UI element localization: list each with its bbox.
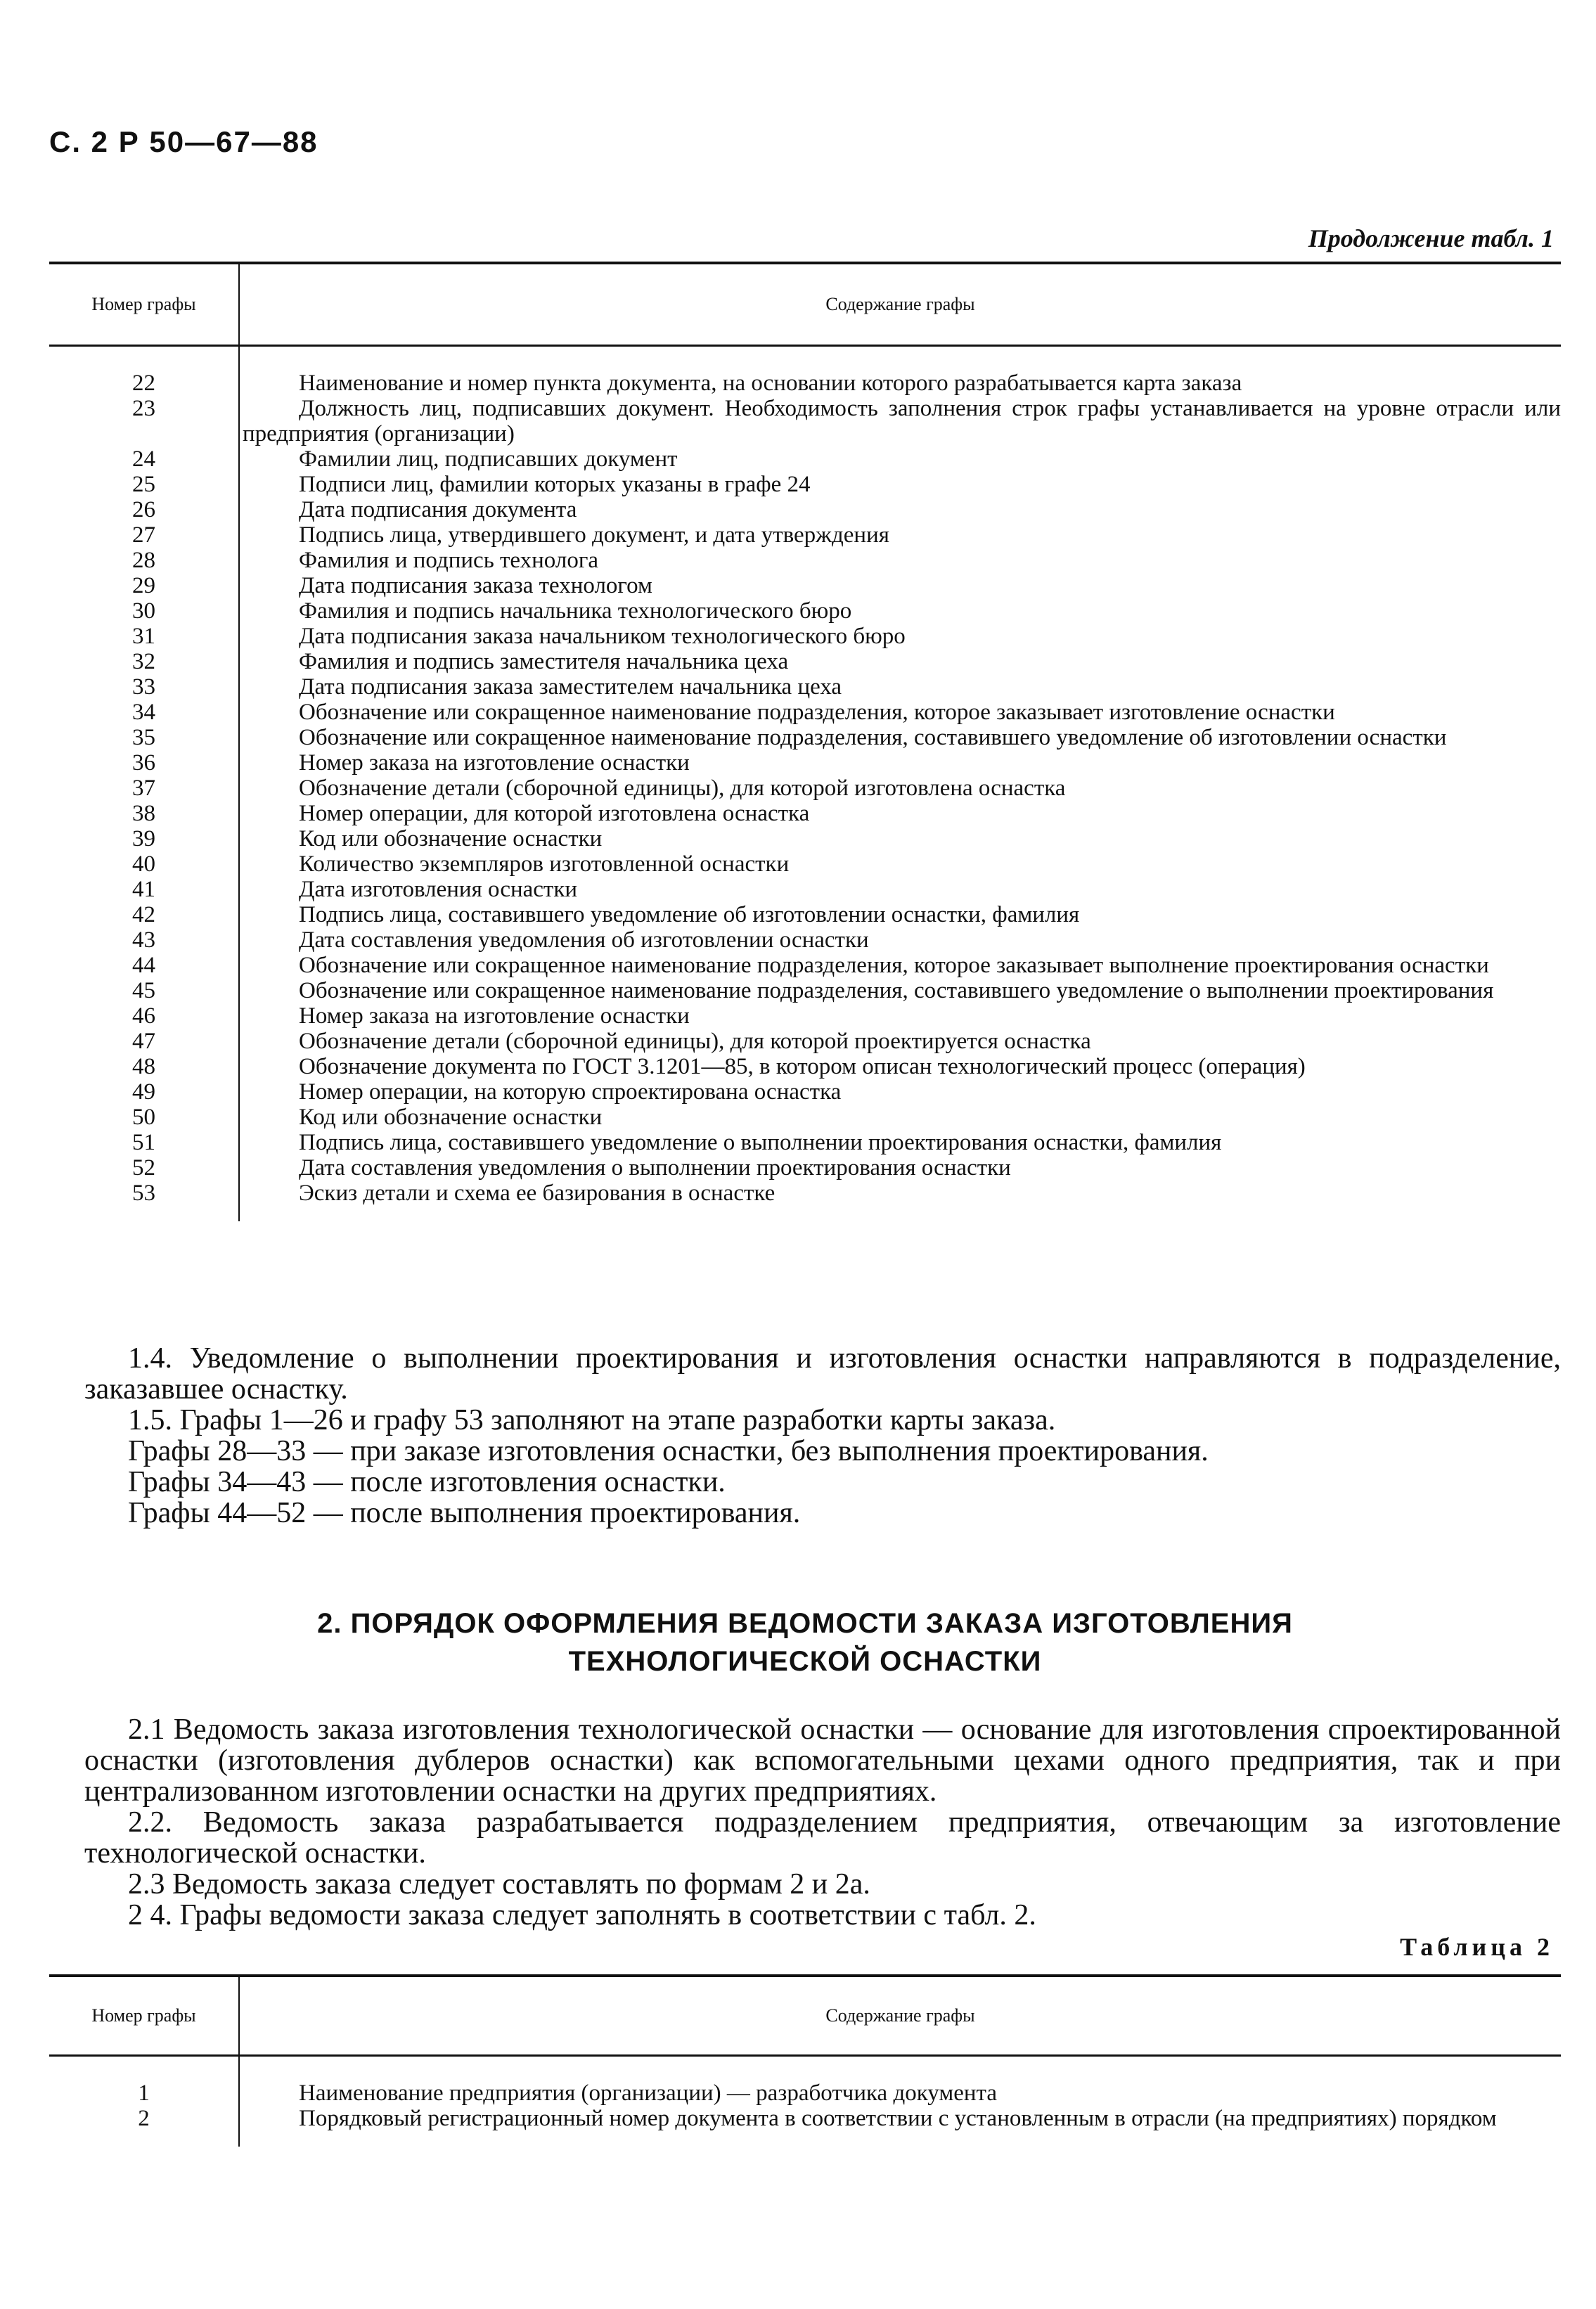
paragraph: 1.5. Графы 1—26 и графу 53 заполняют на этапе разработки карты заказа. <box>128 1404 1056 1436</box>
row-content-cell <box>239 548 1561 573</box>
row-content: Обозначение детали (сборочной единицы), для которой проектируется оснастка <box>299 1029 1091 1054</box>
row-content: Должность лиц, подписавших документ. Необходимость заполнения строк графы устанавливается на уровне отрасли или предприятия (организации) <box>243 396 1561 446</box>
table-row <box>49 2056 1561 2107</box>
row-content: Количество экземпляров изготовленной оснастки <box>299 851 790 877</box>
table-row <box>49 2106 1561 2147</box>
table1-col-number-header: Номер графы <box>49 263 239 346</box>
table-row <box>49 548 1561 573</box>
table-row <box>49 472 1561 497</box>
table-row <box>49 649 1561 674</box>
table-row <box>49 851 1561 877</box>
row-content: Номер операции, для которой изготовлена оснастка <box>299 801 810 826</box>
section1-paragraphs <box>84 1343 1561 1529</box>
row-number: 48 <box>49 1054 239 1079</box>
row-number: 25 <box>49 472 239 497</box>
table-row <box>49 902 1561 927</box>
row-number: 40 <box>49 851 239 877</box>
row-content-cell <box>239 1054 1561 1079</box>
paragraph: 2.2. Ведомость заказа разрабатывается подразделением предприятия, отвечающим за изготовление технологической оснастки. <box>84 1806 1561 1870</box>
row-number: 34 <box>49 700 239 725</box>
row-content: Дата составления уведомления о выполнении проектирования оснастки <box>299 1155 1011 1181</box>
table-row <box>49 750 1561 776</box>
row-number: 36 <box>49 750 239 776</box>
row-number: 49 <box>49 1079 239 1105</box>
table1-body <box>49 346 1561 1222</box>
row-content-cell <box>239 826 1561 851</box>
row-content: Номер операции, на которую спроектирована оснастка <box>299 1079 842 1105</box>
row-number: 23 <box>49 396 239 446</box>
table-row <box>49 927 1561 953</box>
row-content: Эскиз детали и схема ее базирования в оснастке <box>299 1181 776 1206</box>
table-row <box>49 522 1561 548</box>
row-content: Подпись лица, составившего уведомление о выполнении проектирования оснастки, фамилия <box>299 1130 1222 1155</box>
table-row <box>49 826 1561 851</box>
row-content-cell <box>239 2106 1561 2147</box>
table1-col-content-header: Содержание графы <box>239 263 1561 346</box>
row-number: 27 <box>49 522 239 548</box>
table-row <box>49 978 1561 1003</box>
row-content: Обозначение документа по ГОСТ 3.1201—85, в котором описан технологический процесс (операция) <box>299 1054 1306 1079</box>
table-row <box>49 1054 1561 1079</box>
table-row <box>49 700 1561 725</box>
table-row <box>49 877 1561 902</box>
table-row <box>49 396 1561 446</box>
table-row <box>49 1181 1561 1221</box>
row-content-cell <box>239 877 1561 902</box>
row-content-cell <box>239 446 1561 472</box>
row-number: 30 <box>49 598 239 624</box>
row-content-cell <box>239 1130 1561 1155</box>
table2-col-content-header: Содержание графы <box>239 1976 1561 2056</box>
row-number: 41 <box>49 877 239 902</box>
section2-paragraphs <box>84 1714 1561 1931</box>
row-content: Фамилия и подпись начальника технологического бюро <box>299 598 852 624</box>
row-content: Дата подписания заказа технологом <box>299 573 652 598</box>
row-content-cell <box>239 953 1561 978</box>
paragraph: 1.4. Уведомление о выполнении проектирования и изготовления оснастки направляются в подразделение, заказавшее оснастку. <box>84 1342 1561 1406</box>
row-number: 2 <box>49 2106 239 2147</box>
row-number: 29 <box>49 573 239 598</box>
row-content-cell <box>239 851 1561 877</box>
row-content-cell <box>239 1003 1561 1029</box>
row-number: 47 <box>49 1029 239 1054</box>
table2-body <box>49 2056 1561 2147</box>
table2-caption: Таблица 2 <box>1400 1933 1554 1961</box>
row-number: 37 <box>49 776 239 801</box>
table2-col-number-header: Номер графы <box>49 1976 239 2056</box>
paragraph: Графы 44—52 — после выполнения проектирования. <box>128 1497 801 1529</box>
paragraph: 2.3 Ведомость заказа следует составлять по формам 2 и 2а. <box>128 1868 870 1900</box>
row-content: Код или обозначение оснастки <box>299 826 603 851</box>
table2 <box>49 1974 1561 2147</box>
page-header: С. 2 Р 50—67—88 <box>49 125 318 158</box>
row-number: 43 <box>49 927 239 953</box>
row-content: Дата составления уведомления об изготовлении оснастки <box>299 927 869 953</box>
row-number: 35 <box>49 725 239 750</box>
row-number: 32 <box>49 649 239 674</box>
table-row <box>49 801 1561 826</box>
row-content: Номер заказа на изготовление оснастки <box>299 750 690 776</box>
row-content-cell <box>239 776 1561 801</box>
row-number: 38 <box>49 801 239 826</box>
row-content-cell <box>239 396 1561 446</box>
table-row <box>49 1130 1561 1155</box>
row-content: Дата подписания документа <box>299 497 577 522</box>
row-content: Обозначение или сокращенное наименование подразделения, составившего уведомление об изготовлении оснастки <box>299 725 1447 750</box>
row-content: Обозначение или сокращенное наименование подразделения, которое заказывает выполнение проектирования оснастки <box>299 953 1489 978</box>
row-content: Обозначение или сокращенное наименование подразделения, составившего уведомление о выполнении проектирования <box>299 978 1494 1003</box>
paragraph: Графы 28—33 — при заказе изготовления оснастки, без выполнения проектирования. <box>128 1435 1209 1467</box>
table-row <box>49 674 1561 700</box>
row-number: 50 <box>49 1105 239 1130</box>
row-content-cell <box>239 2056 1561 2107</box>
row-content: Наименование и номер пункта документа, на основании которого разрабатывается карта заказа <box>299 371 1242 396</box>
row-number: 1 <box>49 2056 239 2107</box>
table-row <box>49 346 1561 397</box>
row-content-cell <box>239 978 1561 1003</box>
table-row <box>49 497 1561 522</box>
row-number: 45 <box>49 978 239 1003</box>
table-row <box>49 725 1561 750</box>
row-number: 52 <box>49 1155 239 1181</box>
row-number: 51 <box>49 1130 239 1155</box>
row-content-cell <box>239 624 1561 649</box>
row-content: Обозначение детали (сборочной единицы), для которой изготовлена оснастка <box>299 776 1066 801</box>
row-number: 26 <box>49 497 239 522</box>
table-row <box>49 573 1561 598</box>
row-number: 46 <box>49 1003 239 1029</box>
table-row <box>49 1079 1561 1105</box>
row-number: 39 <box>49 826 239 851</box>
row-content-cell <box>239 1105 1561 1130</box>
row-number: 33 <box>49 674 239 700</box>
row-content-cell <box>239 1181 1561 1221</box>
table1-caption: Продолжение табл. 1 <box>1308 224 1554 252</box>
row-content-cell <box>239 346 1561 397</box>
row-content-cell <box>239 725 1561 750</box>
row-content-cell <box>239 801 1561 826</box>
table-row <box>49 776 1561 801</box>
row-number: 53 <box>49 1181 239 1221</box>
row-content: Фамилии лиц, подписавших документ <box>299 446 678 472</box>
table-row <box>49 1105 1561 1130</box>
row-content-cell <box>239 497 1561 522</box>
row-content-cell <box>239 573 1561 598</box>
row-number: 24 <box>49 446 239 472</box>
section2-title <box>49 1604 1561 1680</box>
row-content: Обозначение или сокращенное наименование подразделения, которое заказывает изготовление оснастки <box>299 700 1335 725</box>
table-row <box>49 446 1561 472</box>
table-row <box>49 953 1561 978</box>
row-content: Фамилия и подпись технолога <box>299 548 599 573</box>
row-number: 22 <box>49 346 239 397</box>
row-content-cell <box>239 700 1561 725</box>
row-number: 44 <box>49 953 239 978</box>
row-content: Код или обозначение оснастки <box>299 1105 603 1130</box>
row-content: Подпись лица, утвердившего документ, и дата утверждения <box>299 522 889 548</box>
row-content-cell <box>239 750 1561 776</box>
row-content: Подпись лица, составившего уведомление об изготовлении оснастки, фамилия <box>299 902 1080 927</box>
row-content-cell <box>239 522 1561 548</box>
section2-title-line2: ТЕХНОЛОГИЧЕСКОЙ ОСНАСТКИ <box>568 1646 1042 1677</box>
row-content-cell <box>239 472 1561 497</box>
section2-title-line1: 2. ПОРЯДОК ОФОРМЛЕНИЯ ВЕДОМОСТИ ЗАКАЗА ИЗГОТОВЛЕНИЯ <box>317 1608 1293 1639</box>
table-row <box>49 598 1561 624</box>
row-content: Порядковый регистрационный номер документа в соответствии с установленным в отрасли (на предприятиях) порядком <box>299 2106 1497 2131</box>
row-content: Номер заказа на изготовление оснастки <box>299 1003 690 1029</box>
table-row <box>49 1003 1561 1029</box>
row-number: 31 <box>49 624 239 649</box>
row-content: Фамилия и подпись заместителя начальника цеха <box>299 649 789 674</box>
row-content: Наименование предприятия (организации) — разработчика документа <box>299 2080 998 2106</box>
row-content: Дата подписания заказа начальником технологического бюро <box>299 624 906 649</box>
row-content-cell <box>239 674 1561 700</box>
paragraph: 2.1 Ведомость заказа изготовления технологической оснастки — основание для изготовления спроектированной оснастки (изготовления дублеров оснастки) как вспомогательными цехами одного предприятия, так и при централизованном изготовлении оснастки на других предприятиях. <box>84 1713 1561 1808</box>
row-content: Дата изготовления оснастки <box>299 877 578 902</box>
table-row <box>49 1155 1561 1181</box>
table1 <box>49 262 1561 1221</box>
row-content-cell <box>239 649 1561 674</box>
row-number: 28 <box>49 548 239 573</box>
row-content-cell <box>239 1079 1561 1105</box>
row-content: Подписи лиц, фамилии которых указаны в графе 24 <box>299 472 811 497</box>
row-number: 42 <box>49 902 239 927</box>
row-content-cell <box>239 902 1561 927</box>
row-content: Дата подписания заказа заместителем начальника цеха <box>299 674 842 700</box>
table-row <box>49 624 1561 649</box>
paragraph: Графы 34—43 — после изготовления оснастки. <box>128 1466 726 1498</box>
row-content-cell <box>239 1029 1561 1054</box>
row-content-cell <box>239 598 1561 624</box>
row-content-cell <box>239 1155 1561 1181</box>
paragraph: 2 4. Графы ведомости заказа следует заполнять в соответствии с табл. 2. <box>128 1899 1036 1931</box>
row-content-cell <box>239 927 1561 953</box>
table-row <box>49 1029 1561 1054</box>
